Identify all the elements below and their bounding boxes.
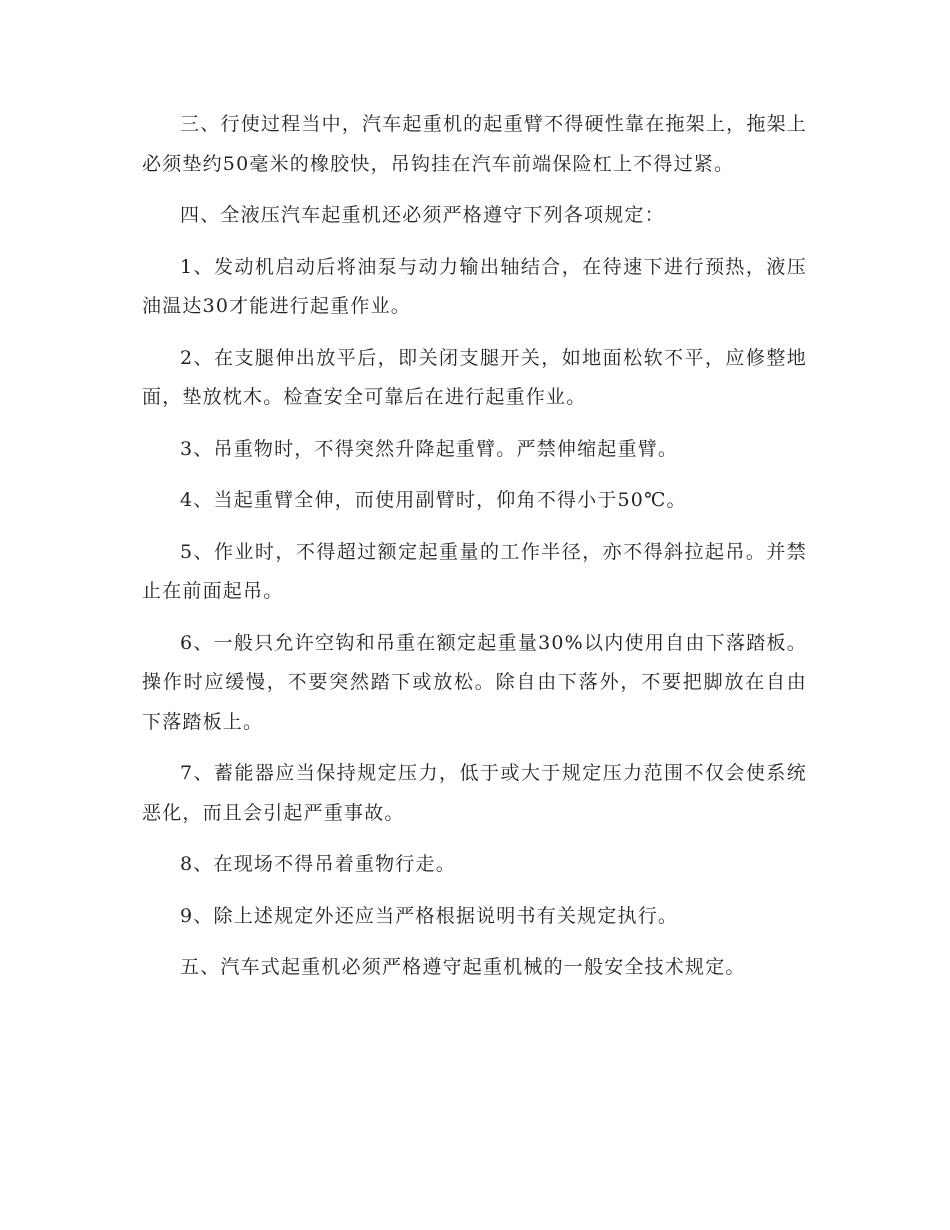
rule-item-8: 8、在现场不得吊着重物行走。: [180, 853, 456, 875]
rule-item-7: 7、蓄能器应当保持规定压力，低于或大于规定压力范围不仅会使系统恶化，而且会引起严重事故。: [142, 762, 807, 824]
rule-item-3: 3、吊重物时，不得突然升降起重臂。严禁伸缩起重臂。: [180, 437, 679, 460]
rule-item-5: 5、作业时，不得超过额定起重量的工作半径，亦不得斜拉起吊。并禁止在前面起吊。: [142, 540, 807, 602]
paragraph-5: 五、汽车式起重机必须严格遵守起重机械的一般安全技术规定。: [180, 956, 746, 978]
paragraph-3: 三、行使过程当中，汽车起重机的起重臂不得硬性靠在拖架上，拖架上必须垫约50毫米的橡胶快，吊钩挂在汽车前端保险杠上不得过紧。: [142, 113, 807, 175]
rule-item-6: 6、一般只允许空钩和吊重在额定起重量30%以内使用自由下落踏板。操作时应缓慢，不要突然踏下或放松。除自由下落外，不要把脚放在自由下落踏板上。: [142, 631, 807, 733]
rule-item-9: 9、除上述规定外还应当严格根据说明书有关规定执行。: [180, 904, 679, 927]
document-body: [142, 105, 807, 1000]
paragraph-4: 四、全液压汽车起重机还必须严格遵守下列各项规定：: [180, 204, 665, 226]
rule-item-2: 2、在支腿伸出放平后，即关闭支腿开关，如地面松软不平，应修整地面，垫放枕木。检查安全可靠后在进行起重作业。: [142, 346, 807, 408]
rule-item-1: 1、发动机启动后将油泵与动力输出轴结合，在待速下进行预热，液压油温达30才能进行起重作业。: [142, 255, 807, 317]
rule-item-4: 4、当起重臂全伸，而使用副臂时，仰角不得小于50℃。: [180, 489, 687, 511]
